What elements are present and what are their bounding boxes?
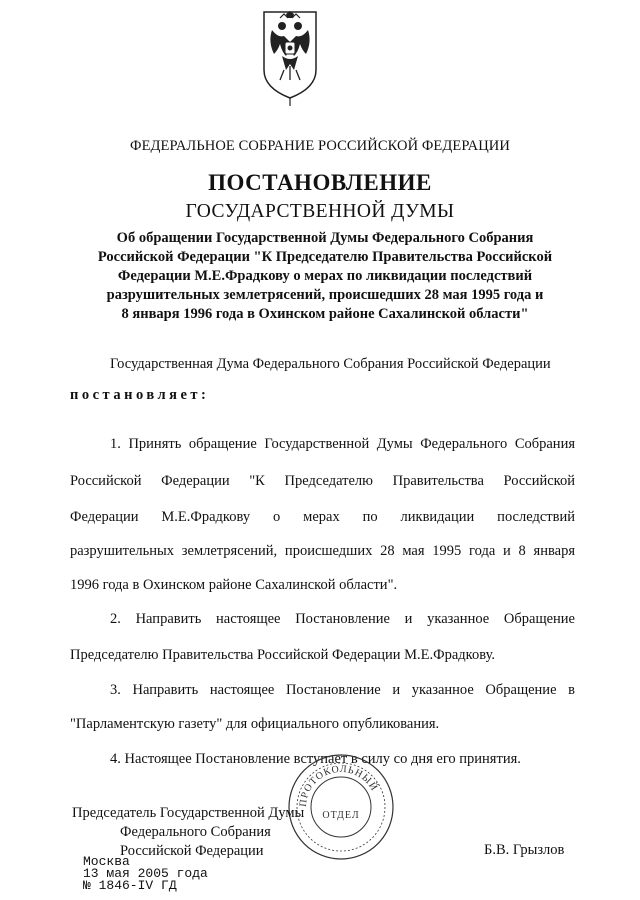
- resolves-word: постановляет:: [70, 387, 210, 403]
- title-line: Об обращении Государственной Думы Федерального Собрания: [116, 230, 534, 246]
- stamp-place: Москва: [83, 854, 130, 869]
- double-headed-eagle-icon: [258, 8, 322, 108]
- resolution-title: [80, 229, 570, 324]
- stamp-date: 13 мая 2005 года: [83, 866, 208, 881]
- item-1-line: Российской Федерации "К Председателю Правительства Российской: [70, 473, 575, 489]
- item-1-line: Федерации М.Е.Фрадкову о мерах по ликвидации последствий: [70, 509, 575, 525]
- federal-assembly-header: ФЕДЕРАЛЬНОЕ СОБРАНИЕ РОССИЙСКОЙ ФЕДЕРАЦИИ: [130, 138, 510, 154]
- stamp-number: № 1846-IV ГД: [83, 878, 177, 893]
- item-4-line: 4. Настоящее Постановление вступает в силу со дня его принятия.: [110, 751, 521, 767]
- document-issuer: ГОСУДАРСТВЕННОЙ ДУМЫ: [185, 201, 455, 222]
- signature-title-line: Федерального Собрания: [120, 824, 271, 840]
- document-type-title: ПОСТАНОВЛЕНИЕ: [208, 170, 432, 195]
- title-line: Федерации М.Е.Фрадкову о мерах по ликвидации последствий: [117, 268, 533, 284]
- seal-center-text: ОТДЕЛ: [322, 810, 360, 821]
- item-3-line: 3. Направить настоящее Постановление и указанное Обращение в: [110, 682, 575, 698]
- registration-stamp: [83, 856, 208, 892]
- item-2-line: 2. Направить настоящее Постановление и указанное Обращение: [110, 611, 575, 627]
- intro-paragraph: Государственная Дума Федерального Собрания Российской Федерации: [110, 356, 551, 372]
- signature-title-line: Российской Федерации: [120, 843, 264, 859]
- signatory-name: Б.В. Грызлов: [484, 842, 565, 858]
- signature-block: [72, 804, 304, 861]
- item-1-line: разрушительных землетрясений, происшедших 28 мая 1995 года и 8 января: [70, 543, 575, 559]
- title-line: 8 января 1996 года в Охинском районе Сахалинской области": [121, 306, 529, 322]
- svg-text:ПРОТОКОЛЬНЫЙ: [298, 764, 381, 808]
- item-2-line: Председателю Правительства Российской Федерации М.Е.Фрадкову.: [70, 647, 496, 663]
- signature-title-line: Председатель Государственной Думы: [72, 805, 305, 821]
- title-line: разрушительных землетрясений, происшедших 28 мая 1995 года и: [106, 287, 544, 303]
- item-1-line: 1. Принять обращение Государственной Думы Федерального Собрания: [110, 436, 575, 452]
- item-1-line: 1996 года в Охинском районе Сахалинской области".: [70, 577, 398, 593]
- item-3-line: "Парламентскую газету" для официального опубликования.: [70, 716, 440, 732]
- seal-ring-text: ПРОТОКОЛЬНЫЙ: [297, 763, 380, 808]
- title-line: Российской Федерации "К Председателю Правительства Российской: [97, 249, 553, 265]
